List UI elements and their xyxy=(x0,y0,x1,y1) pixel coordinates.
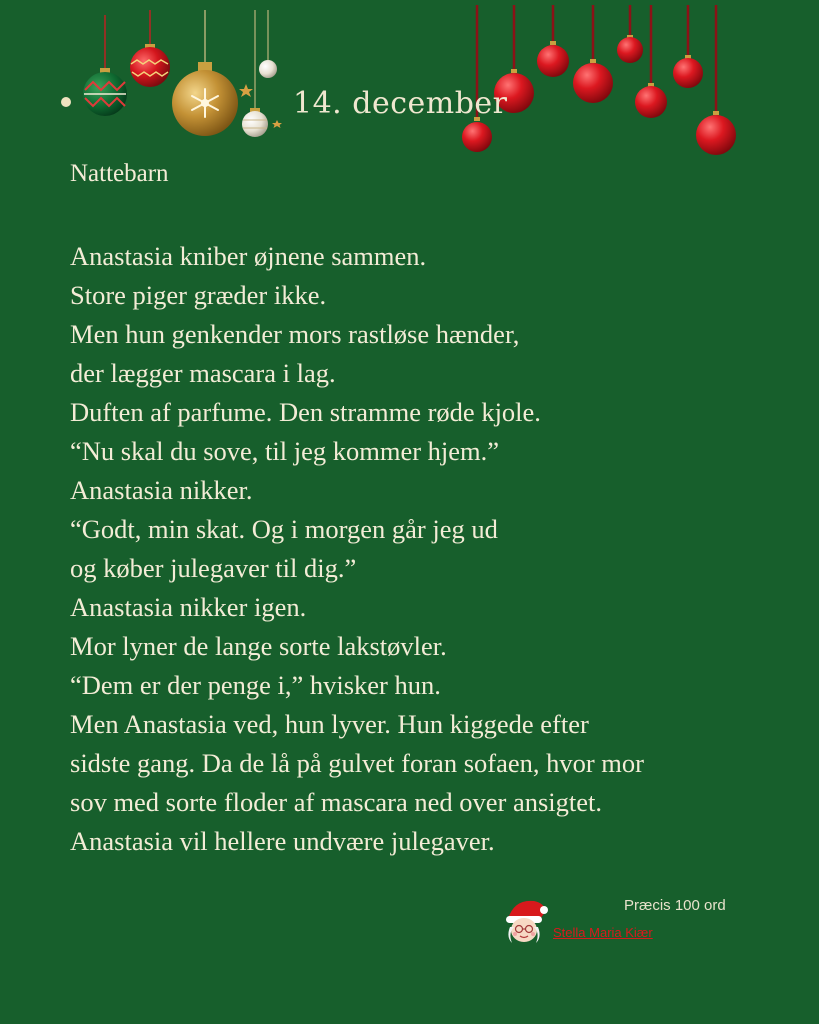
poem-line: Anastasia nikker igen. xyxy=(70,592,307,622)
poem-line: Anastasia vil hellere undvære julegaver. xyxy=(70,826,495,856)
ornaments-left-decoration xyxy=(55,10,295,145)
red-bauble-icon xyxy=(635,5,667,118)
poem-line: Men hun genkender mors rastløse hænder, xyxy=(70,319,520,349)
poem-line: Duften af parfume. Den stramme røde kjole. xyxy=(70,397,541,427)
author-link[interactable]: Stella Maria Kiær xyxy=(553,925,653,940)
red-bauble-icon xyxy=(573,5,613,103)
poem-line: Anastasia kniber øjnene sammen. xyxy=(70,241,427,271)
poem-line: og køber julegaver til dig.” xyxy=(70,553,357,583)
author-avatar-icon xyxy=(500,897,550,945)
green-ornament-icon xyxy=(83,68,127,116)
poem-line: “Godt, min skat. Og i morgen går jeg ud xyxy=(70,514,498,544)
poem-title: Nattebarn xyxy=(70,160,169,187)
poem-line: sov med sorte floder af mascara ned over ansigtet. xyxy=(70,787,603,817)
poem-line: Men Anastasia ved, hun lyver. Hun kiggede efter xyxy=(70,709,589,739)
red-bauble-icon xyxy=(537,5,569,77)
poem-line: sidste gang. Da de lå på gulvet foran sofaen, hvor mor xyxy=(70,748,644,778)
gold-ornament-icon xyxy=(172,62,238,136)
star-icon xyxy=(272,120,282,128)
poem-line: Anastasia nikker. xyxy=(70,475,253,505)
white-ornament-icon xyxy=(242,108,268,137)
word-count: Præcis 100 ord xyxy=(624,897,726,914)
poem-line: Store piger græder ikke. xyxy=(70,280,327,310)
red-bauble-icon xyxy=(617,5,643,63)
small-dot-icon xyxy=(61,97,71,107)
poem-body xyxy=(70,237,770,861)
page-date: 14. december xyxy=(293,86,508,121)
poem-line: “Nu skal du sove, til jeg kommer hjem.” xyxy=(70,436,500,466)
poem-line: der lægger mascara i lag. xyxy=(70,358,336,388)
poem-line: Mor lyner de lange sorte lakstøvler. xyxy=(70,631,447,661)
red-bauble-icon xyxy=(462,5,492,152)
white-ornament-small-icon xyxy=(259,60,277,78)
red-bauble-icon xyxy=(673,5,703,88)
star-icon xyxy=(239,84,253,97)
red-bauble-icon xyxy=(696,5,736,155)
red-ornament-icon xyxy=(130,44,170,87)
ornaments-right-decoration xyxy=(455,0,755,165)
poem-line: “Dem er der penge i,” hvisker hun. xyxy=(70,670,441,700)
